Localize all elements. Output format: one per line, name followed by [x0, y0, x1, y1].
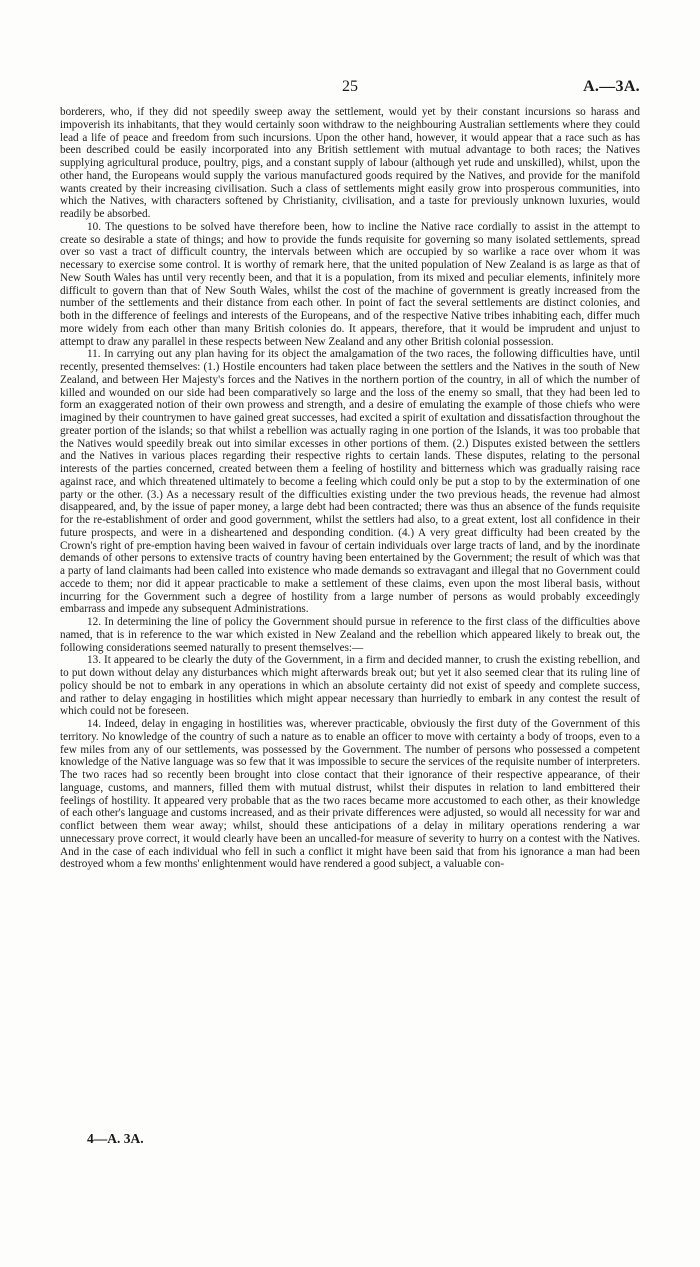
page-header — [60, 78, 640, 98]
paragraph-13: 13. It appeared to be clearly the duty of the Government, in a firm and decided manner, to crush the existing rebellion, and to put down without delay any disturbances which might afterwards break out; but yet it also seemed clear that its ruling line of policy should be not to embark in any operations in which an absolute certainty did not exist of speedy and complete success, and rather to delay engaging in hostilities which might appear necessary than hurriedly to embark in any contest the result of which could not be foreseen. — [60, 654, 640, 718]
document-id: A.—3A. — [583, 78, 640, 95]
paragraph-14: 14. Indeed, delay in engaging in hostilities was, wherever practicable, obviously the first duty of the Government of this territory. No knowledge of the country of such a nature as to enable an officer to move with certainty a body of troops, even to a few miles from any of our settlements, was possessed by the Government. The number of persons who possessed a competent knowledge of the Native language was so few that it was impossible to secure the services of the requisite number of interpreters. The two races had so recently been brought into close contact that their ignorance of their respective appearance, of their language, customs, and manners, filled them with mutual distrust, whilst their disputes in relation to land embittered their feelings of hostility. It appeared very probable that as the two races became more accustomed to each other, as their knowledge of each other's language and customs increased, and as their private differences were adjusted, so would all necessity for war and conflict between them wear away; whilst, should these anticipations of a delay in military operations rendering a war unnecessary prove correct, it would clearly have been an uncalled-for measure of severity to hurry on a contest with the Natives. And in the case of each individual who fell in such a conflict it might have been said that from his ignorance a man had been destroyed whom a few months' enlightenment would have rendered a good subject, a valuable con- — [60, 718, 640, 871]
page-number: 25 — [342, 78, 358, 95]
sheet-signature: 4—A. 3A. — [87, 1131, 144, 1146]
body-text — [60, 106, 640, 871]
paragraph-12: 12. In determining the line of policy the Government should pursue in reference to the first class of the difficulties above named, that is in reference to the war which existed in New Zealand and the rebellion which appeared likely to break out, the following considerations seemed naturally to present themselves:— — [60, 616, 640, 654]
paragraph-continuation: borderers, who, if they did not speedily sweep away the settlement, would yet by their constant incursions so harass and impoverish its inhabitants, that they would certainly soon withdraw to the neighbouring Australian settlements where they could lead a life of peace and freedom from such incursions. Upon the other hand, however, it would appear that a race such as has been described could be easily incorporated into any British settlement with mutual advantage to both races; the Natives supplying agricultural produce, poultry, pigs, and a constant supply of labour (although yet rude and unskilled), whilst, upon the other hand, the Europeans would supply the various manufactured goods required by the Natives, and provide for the manifold wants created by their increasing civilisation. Such a class of settlements might easily grow into prosperous communities, into which the Natives, with characters softened by Christianity, civilisation, and a taste for previously unknown luxuries, would readily be absorbed. — [60, 106, 640, 220]
paragraph-10: 10. The questions to be solved have therefore been, how to incline the Native race cordially to assist in the attempt to create so desirable a state of things; and how to provide the funds requisite for governing so many isolated settlements, spread over so vast a tract of difficult country, the intervals between which are occupied by so warlike a race over whom it was necessary to exercise some control. It is worthy of remark here, that the united population of New Zealand is as large as that of New South Wales has until very recently been, and that it is a population, from its mixed and peculiar elements, infinitely more difficult to govern than that of New South Wales, whilst the cost of the machine of government is greatly increased from the number of the settlements and their distance from each other. In point of fact the several settlements are distinct colonies, and both in the difference of feelings and interests of the Europeans, and of the respective Native tribes inhabiting each, differ much more widely from each other than many British colonies do. It appears, therefore, that it would be imprudent and unjust to attempt to draw any parallel in these respects between New Zealand and any other British colonial possession. — [60, 220, 640, 348]
paragraph-11: 11. In carrying out any plan having for its object the amalgamation of the two races, the following difficulties have, until recently, presented themselves: (1.) Hostile encounters had taken place between the settlers and the Natives in the south of New Zealand, and between Her Majesty's forces and the Natives in the northern portion of the country, in all of which the number of killed and wounded on our side had been comparatively so large and the loss of the enemy so small, that they had been led to form an exaggerated notion of their own prowess and strength, and a desire of emulating the example of those chiefs who were imagined by their countrymen to have gained great successes, had excited a spirit of exultation and dissatisfaction throughout the greater portion of the islands; so that whilst a rebellion was actually raging in one portion of the Islands, it was too probable that the Natives would speedily break out into similar excesses in other portions of them. (2.) Disputes existed between the settlers and the Natives in various places regarding their respective rights to certain lands. These disputes, relating to the personal interests of the parties concerned, created between them a feeling of hostility and bitterness which was gradually raising race against race, and which threatened ultimately to become a feeling which could only be put a stop to by the extermination of one party or the other. (3.) As a necessary result of the difficulties existing under the two previous heads, the revenue had almost disappeared, and, by the issue of paper money, a large debt had been contracted; there was thus an absence of the funds requisite for the re-establishment of order and good government, whilst the settlers had also, to a great extent, lost all confidence in their future prospects, and were in a disheartened and desponding condition. (4.) A very great difficulty had been created by the Crown's right of pre-emption having been waived in favour of certain individuals over large tracts of land, and by the inordinate demands of other persons to extensive tracts of country having been entertained by the Government; the result of which was that a party of land claimants had been called into existence who made demands so extravagant and illegal that no Government could accede to them; nor did it appear practicable to make a settlement of these claims, even upon the most liberal basis, without incurring for the Government such a degree of hostility from a large number of persons as would probably exceedingly embarrass and impede any subsequent Administrations. — [60, 348, 640, 616]
